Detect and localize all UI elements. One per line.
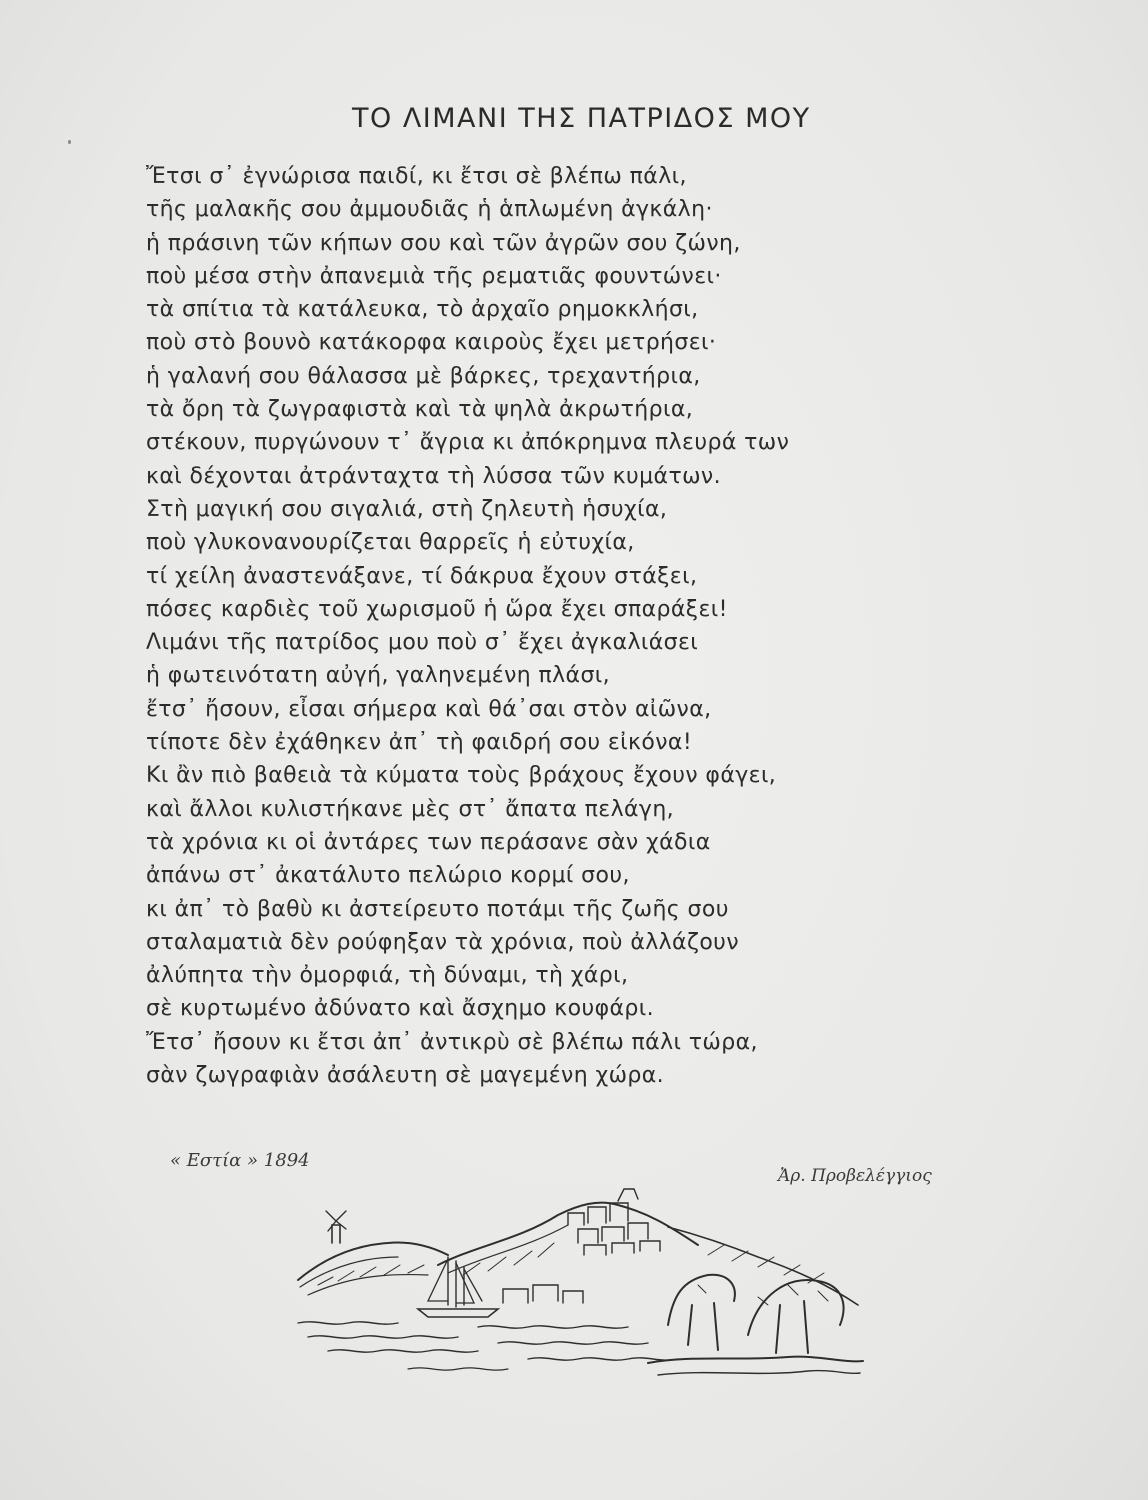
poem-line: ἡ πράσινη τῶν κήπων σου καὶ τῶν ἀγρῶν σου ζώνη, (146, 230, 741, 256)
poem-line: Ἔτσι σ᾿ ἐγνώρισα παιδί, κι ἔτσι σὲ βλέπω πάλι, (146, 164, 687, 189)
poem-line: Κι ἂν πιὸ βαθειὰ τὰ κύματα τοὺς βράχους ἔχουν φάγει, (146, 763, 777, 789)
poem-line: ποὺ γλυκονανουρίζεται θαρρεῖς ἡ εὐτυχία, (146, 530, 635, 556)
poem-line: ποὺ στὸ βουνὸ κατάκορφα καιροὺς ἔχει μετρήσει· (146, 330, 717, 356)
poem-line: τί χείλη ἀναστενάξανε, τί δάκρυα ἔχουν στάξει, (146, 563, 698, 589)
author-signature: Ἀρ. Προβελέγγιος (778, 1166, 932, 1186)
poem-line: Στὴ μαγική σου σιγαλιά, στὴ ζηλευτὴ ἡσυχία, (146, 496, 668, 522)
poem-line: καὶ ἄλλοι κυλιστήκανε μὲς στ᾿ ἄπατα πελάγη, (146, 796, 675, 822)
poem-body (146, 160, 1006, 1092)
poem-line: ἀλύπητα τὴν ὀμορφιά, τὴ δύναμι, τὴ χάρι, (146, 963, 629, 989)
poem-line: τῆς μαλακῆς σου ἀμμουδιᾶς ἡ ἁπλωμένη ἀγκάλη· (146, 197, 713, 223)
ink-speck (68, 140, 71, 144)
poem-line: τίποτε δὲν ἐχάθηκεν ἀπ᾿ τὴ φαιδρή σου εἰκόνα! (146, 730, 693, 756)
poem-line: τὰ χρόνια κι οἱ ἀντάρες των περάσανε σὰν χάδια (146, 829, 711, 855)
poem-line: ἡ γαλανή σου θάλασσα μὲ βάρκες, τρεχαντήρια, (146, 363, 701, 389)
poem-line: Λιμάνι τῆς πατρίδος μου ποὺ σ᾿ ἔχει ἀγκαλιάσει (146, 630, 699, 656)
poem-line: Ἔτσ᾿ ἤσουν κι ἔτσι ἀπ᾿ ἀντικρὺ σὲ βλέπω πάλι τώρα, (146, 1029, 758, 1055)
harbor-vignette-illustration (288, 1185, 868, 1385)
poem-line: ἀπάνω στ᾿ ἀκατάλυτο πελώριο κορμί σου, (146, 863, 630, 889)
poem-line: στέκουν, πυργώνουν τ᾿ ἄγρια κι ἀπόκρημνα πλευρά των (146, 430, 790, 456)
poem-line: ἔτσ᾿ ἤσουν, εἶσαι σήμερα καὶ θά᾿σαι στὸν αἰῶνα, (146, 696, 712, 722)
poem-title: ΤΟ ΛΙΜΑΝΙ ΤΗΣ ΠΑΤΡΙΔΟΣ ΜΟΥ (352, 103, 811, 134)
poem-line: πόσες καρδιὲς τοῦ χωρισμοῦ ἡ ὥρα ἔχει σπαράξει! (146, 596, 728, 622)
poem-line: τὰ σπίτια τὰ κατάλευκα, τὸ ἀρχαῖο ρημοκκλήσι, (146, 297, 699, 323)
poem-line: κι ἀπ᾿ τὸ βαθὺ κι ἀστείρευτο ποτάμι τῆς ζωῆς σου (146, 896, 729, 922)
poem-line: σταλαματιὰ δὲν ρούφηξαν τὰ χρόνια, ποὺ ἀλλάζουν (146, 929, 740, 955)
poem-line: τὰ ὄρη τὰ ζωγραφιστὰ καὶ τὰ ψηλὰ ἀκρωτήρια, (146, 397, 694, 423)
source-citation: « Εστία » 1894 (170, 1150, 310, 1171)
poem-line: σὰν ζωγραφιὰν ἀσάλευτη σὲ μαγεμένη χώρα. (146, 1063, 665, 1089)
poem-line: ποὺ μέσα στὴν ἀπανεμιὰ τῆς ρεματιᾶς φουντώνει· (146, 263, 722, 289)
poem-line: σὲ κυρτωμένο ἀδύνατο καὶ ἄσχημο κουφάρι. (146, 996, 654, 1022)
poem-line: καὶ δέχονται ἀτράνταχτα τὴ λύσσα τῶν κυμάτων. (146, 463, 722, 489)
poem-line: ἡ φωτεινότατη αὐγή, γαληνεμένη πλάσι, (146, 663, 611, 689)
